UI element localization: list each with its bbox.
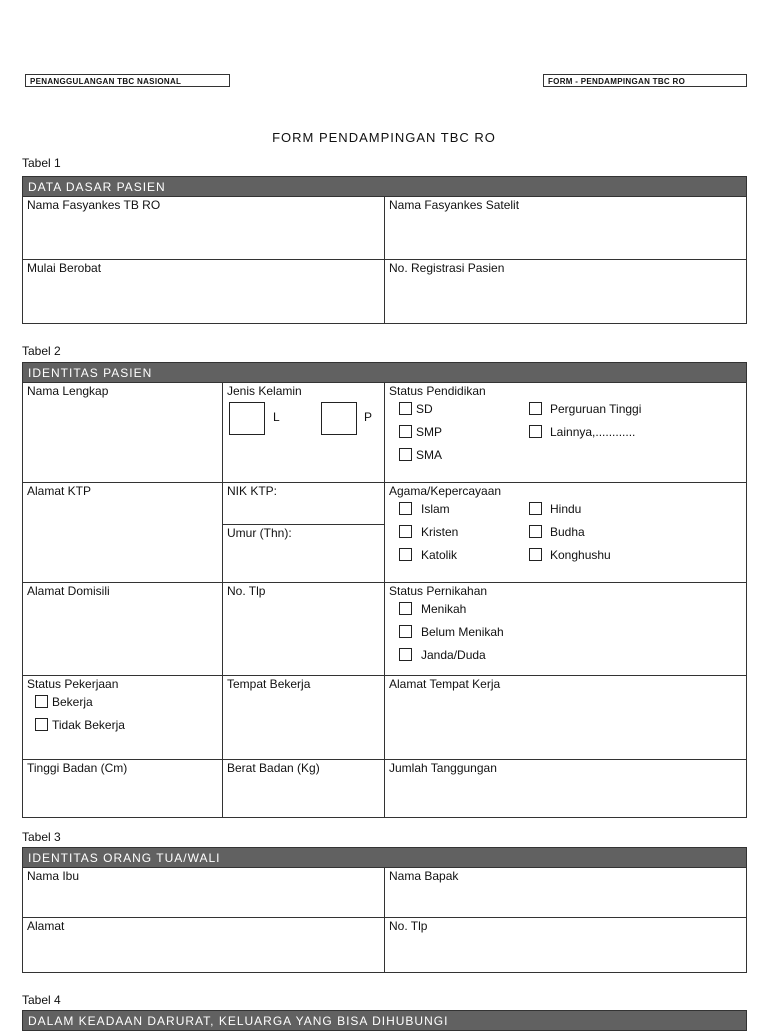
nama-fasyankes-ro-label: Nama Fasyankes TB RO <box>27 198 161 212</box>
tabel-1-label: Tabel 1 <box>22 156 61 170</box>
alamat-domisili-label: Alamat Domisili <box>27 584 110 598</box>
nama-fasyankes-satelit-field[interactable] <box>385 197 747 260</box>
nama-ibu-field[interactable] <box>23 868 385 918</box>
checkbox-icon[interactable] <box>529 402 542 415</box>
nama-ibu-label: Nama Ibu <box>27 869 80 883</box>
berat-badan-field[interactable] <box>223 760 385 818</box>
status-pendidikan-cell <box>385 383 747 483</box>
pendidikan-option-lainnya[interactable] <box>529 421 729 444</box>
alamat-ktp-label: Alamat KTP <box>27 484 92 498</box>
status-pernikahan-cell <box>385 583 747 676</box>
no-tlp-label: No. Tlp <box>227 584 266 598</box>
tempat-bekerja-field[interactable] <box>223 676 385 760</box>
tabel-4-kontak-darurat <box>22 1010 747 1031</box>
gender-p-checkbox[interactable] <box>321 402 357 435</box>
checkbox-icon[interactable] <box>529 502 542 515</box>
tabel-3-identitas-orang-tua <box>22 847 747 973</box>
no-registrasi-field[interactable] <box>385 260 747 324</box>
checkbox-icon[interactable] <box>399 402 412 415</box>
checkbox-icon[interactable] <box>529 525 542 538</box>
form-title: FORM PENDAMPINGAN TBC RO <box>272 130 496 145</box>
jenis-kelamin-label: Jenis Kelamin <box>227 384 302 398</box>
agama-option-hindu[interactable] <box>529 498 729 521</box>
checkbox-icon[interactable] <box>35 695 48 708</box>
gender-l-checkbox[interactable] <box>229 402 265 435</box>
nama-bapak-label: Nama Bapak <box>389 869 459 883</box>
option-label: Lainnya,............ <box>550 425 636 439</box>
alamat-ktp-field[interactable] <box>23 483 223 583</box>
agama-option-katolik[interactable] <box>399 544 529 567</box>
alamat-wali-label: Alamat <box>27 919 65 933</box>
header-program-label: PENANGGULANGAN TBC NASIONAL <box>25 74 230 87</box>
nik-umur-cell <box>223 483 385 583</box>
tinggi-badan-field[interactable] <box>23 760 223 818</box>
checkbox-icon[interactable] <box>399 525 412 538</box>
tabel-3-label: Tabel 3 <box>22 830 61 844</box>
checkbox-icon[interactable] <box>399 448 412 461</box>
option-label: Bekerja <box>52 695 93 709</box>
checkbox-icon[interactable] <box>399 502 412 515</box>
pendidikan-option-perguruan-tinggi[interactable] <box>529 398 729 421</box>
agama-label: Agama/Kepercayaan <box>389 484 502 498</box>
option-label: Kristen <box>421 525 459 539</box>
section-header-orang-tua: IDENTITAS ORANG TUA/WALI <box>23 848 747 868</box>
agama-option-konghushu[interactable] <box>529 544 729 567</box>
nama-fasyankes-satelit-label: Nama Fasyankes Satelit <box>389 198 520 212</box>
nama-bapak-field[interactable] <box>385 868 747 918</box>
nik-ktp-field[interactable] <box>223 483 384 525</box>
mulai-berobat-label: Mulai Berobat <box>27 261 102 275</box>
tabel-1-data-dasar-pasien <box>22 176 747 324</box>
no-tlp-field[interactable] <box>223 583 385 676</box>
checkbox-icon[interactable] <box>399 425 412 438</box>
alamat-wali-field[interactable] <box>23 918 385 973</box>
alamat-domisili-field[interactable] <box>23 583 223 676</box>
tabel-2-identitas-pasien <box>22 362 747 818</box>
nama-lengkap-field[interactable] <box>23 383 223 483</box>
option-label: Budha <box>550 525 585 539</box>
section-header-kontak-darurat: DALAM KEADAAN DARURAT, KELUARGA YANG BISA DIHUBUNGI <box>23 1011 747 1031</box>
status-pernikahan-label: Status Pernikahan <box>389 584 488 598</box>
pendidikan-option-sma[interactable] <box>399 444 529 467</box>
pekerjaan-option-bekerja[interactable] <box>35 691 218 714</box>
checkbox-icon[interactable] <box>399 648 412 661</box>
jumlah-tanggungan-label: Jumlah Tanggungan <box>389 761 497 775</box>
mulai-berobat-field[interactable] <box>23 260 385 324</box>
nama-fasyankes-ro-field[interactable] <box>23 197 385 260</box>
tabel-2-label: Tabel 2 <box>22 344 61 358</box>
checkbox-icon[interactable] <box>399 548 412 561</box>
header-form-label: FORM - PENDAMPINGAN TBC RO <box>543 74 747 87</box>
alamat-tempat-kerja-field[interactable] <box>385 676 747 760</box>
pernikahan-option-belum-menikah[interactable] <box>399 621 742 644</box>
nama-lengkap-label: Nama Lengkap <box>27 384 109 398</box>
pendidikan-option-sd[interactable] <box>399 398 529 421</box>
gender-p-label: P <box>364 410 373 424</box>
umur-field[interactable] <box>223 525 384 541</box>
gender-l-label: L <box>273 410 280 424</box>
tinggi-badan-label: Tinggi Badan (Cm) <box>27 761 128 775</box>
checkbox-icon[interactable] <box>399 625 412 638</box>
option-label: Hindu <box>550 502 582 516</box>
pekerjaan-option-tidak-bekerja[interactable] <box>35 714 218 737</box>
no-tlp-wali-field[interactable] <box>385 918 747 973</box>
section-header-data-dasar: DATA DASAR PASIEN <box>23 177 747 197</box>
pendidikan-option-smp[interactable] <box>399 421 529 444</box>
option-label: SD <box>416 402 433 416</box>
option-label: SMP <box>416 425 443 439</box>
agama-option-kristen[interactable] <box>399 521 529 544</box>
checkbox-icon[interactable] <box>399 602 412 615</box>
alamat-tempat-kerja-label: Alamat Tempat Kerja <box>389 677 501 691</box>
tabel-4-label: Tabel 4 <box>22 993 61 1007</box>
option-label: Belum Menikah <box>421 625 504 639</box>
option-label: Konghushu <box>550 548 611 562</box>
section-header-identitas-pasien: IDENTITAS PASIEN <box>23 363 747 383</box>
checkbox-icon[interactable] <box>529 425 542 438</box>
option-label: Perguruan Tinggi <box>550 402 642 416</box>
no-tlp-wali-label: No. Tlp <box>389 919 428 933</box>
agama-cell <box>385 483 747 583</box>
tempat-bekerja-label: Tempat Bekerja <box>227 677 311 691</box>
option-label: Katolik <box>421 548 458 562</box>
pernikahan-option-janda-duda[interactable] <box>399 644 742 667</box>
status-pekerjaan-cell <box>23 676 223 760</box>
option-label: SMA <box>416 448 443 462</box>
berat-badan-label: Berat Badan (Kg) <box>227 761 320 775</box>
agama-option-islam[interactable] <box>399 498 529 521</box>
nik-ktp-label: NIK KTP: <box>227 484 278 498</box>
jumlah-tanggungan-field[interactable] <box>385 760 747 818</box>
jenis-kelamin-cell <box>223 383 385 483</box>
agama-option-budha[interactable] <box>529 521 729 544</box>
option-label: Islam <box>421 502 450 516</box>
no-registrasi-label: No. Registrasi Pasien <box>389 261 505 275</box>
option-label: Janda/Duda <box>421 648 486 662</box>
option-label: Menikah <box>421 602 467 616</box>
pernikahan-option-menikah[interactable] <box>399 598 742 621</box>
checkbox-icon[interactable] <box>529 548 542 561</box>
status-pendidikan-label: Status Pendidikan <box>389 384 486 398</box>
status-pekerjaan-label: Status Pekerjaan <box>27 677 119 691</box>
checkbox-icon[interactable] <box>35 718 48 731</box>
option-label: Tidak Bekerja <box>52 718 125 732</box>
umur-label: Umur (Thn): <box>227 526 292 540</box>
